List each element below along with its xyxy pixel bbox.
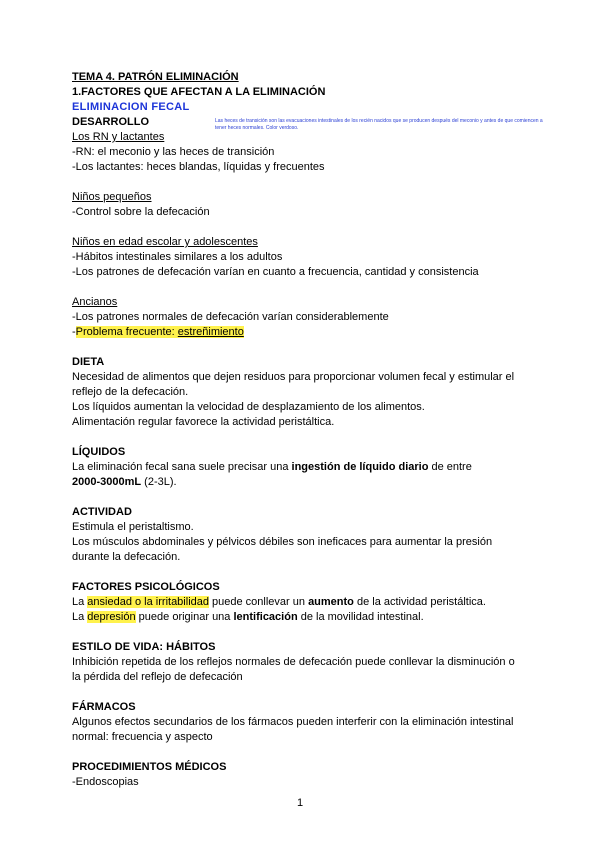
psico-line — [72, 595, 532, 610]
problem-line — [72, 325, 532, 340]
liquidos-text: de entre — [428, 461, 472, 473]
psico-text: de la movilidad intestinal. — [297, 611, 424, 623]
side-note: Las heces de transición son las evacuaciones intestinales de los recién nacidos que se producen después del meconio y antes de que comiencen a tener heces normales. Color verdoso. — [215, 118, 543, 131]
group-line: -Los patrones normales de defecación varían considerablemente — [72, 311, 389, 323]
estilo-heading: ESTILO DE VIDA: HÁBITOS — [72, 641, 216, 653]
farmacos-heading: FÁRMACOS — [72, 701, 136, 713]
psico-highlight: ansiedad o la irritabilidad — [87, 596, 209, 608]
document-subtitle: 1.FACTORES QUE AFECTAN A LA ELIMINACIÓN — [72, 86, 326, 98]
problem-text: Problema frecuente: — [75, 326, 178, 338]
psico-heading: FACTORES PSICOLÓGICOS — [72, 581, 220, 593]
psico-text: puede conllevar un — [208, 596, 309, 608]
dieta-line: Alimentación regular favorece la actividad peristáltica. — [72, 416, 335, 428]
farmacos-line: normal: frecuencia y aspecto — [72, 731, 213, 743]
dieta-heading: DIETA — [72, 356, 105, 368]
group-line: -Hábitos intestinales similares a los adultos — [72, 251, 283, 263]
problem-keyword: estreñimiento — [177, 326, 244, 338]
problem-highlight — [76, 326, 244, 338]
psico-bold: aumento — [308, 596, 354, 608]
group-heading: Niños en edad escolar y adolescentes — [72, 236, 258, 248]
group-line: -Los patrones de defecación varían en cuanto a frecuencia, cantidad y consistencia — [72, 266, 479, 278]
dieta-line: reflejo de la defecación. — [72, 386, 189, 398]
document-body — [72, 70, 532, 790]
liquidos-text: (2-3L). — [141, 476, 177, 488]
liquidos-line — [72, 460, 532, 475]
estilo-line: Inhibición repetida de los reflejos normales de defecación puede conllevar la disminución o — [72, 656, 515, 668]
liquidos-amount: 2000-3000mL — [72, 476, 142, 488]
liquidos-bold: ingestión de líquido diario — [291, 461, 429, 473]
farmacos-line: Algunos efectos secundarios de los fármacos pueden interferir con la eliminación intestinal — [72, 716, 514, 728]
group-line: -RN: el meconio y las heces de transición — [72, 146, 275, 158]
actividad-line: durante la defecación. — [72, 551, 181, 563]
psico-text: puede originar una — [135, 611, 234, 623]
psico-text: La — [72, 596, 88, 608]
psico-bold: lentificación — [233, 611, 298, 623]
page-number: 1 — [296, 797, 304, 809]
group-heading: Ancianos — [72, 296, 118, 308]
actividad-line: Los músculos abdominales y pélvicos débiles son ineficaces para aumentar la presión — [72, 536, 493, 548]
liquidos-heading: LÍQUIDOS — [72, 446, 126, 458]
procedimientos-heading: PROCEDIMIENTOS MÉDICOS — [72, 761, 227, 773]
group-heading: Niños pequeños — [72, 191, 152, 203]
procedimientos-line: -Endoscopias — [72, 776, 139, 788]
estilo-line: la pérdida del reflejo de defecación — [72, 671, 243, 683]
section-title: ELIMINACION FECAL — [72, 101, 190, 113]
liquidos-text: La eliminación fecal sana suele precisar una — [72, 461, 292, 473]
liquidos-line — [72, 475, 532, 490]
psico-text: de la actividad peristáltica. — [353, 596, 486, 608]
group-heading: Los RN y lactantes — [72, 131, 165, 143]
dieta-line: Los líquidos aumentan la velocidad de desplazamiento de los alimentos. — [72, 401, 425, 413]
actividad-heading: ACTIVIDAD — [72, 506, 132, 518]
problem-prefix: - — [72, 326, 76, 338]
dieta-line: Necesidad de alimentos que dejen residuos para proporcionar volumen fecal y estimular el — [72, 371, 515, 383]
group-line: -Los lactantes: heces blandas, líquidas y frecuentes — [72, 161, 325, 173]
document-title: TEMA 4. PATRÓN ELIMINACIÓN — [72, 71, 239, 83]
group-line: -Control sobre la defecación — [72, 206, 210, 218]
desarrollo-heading: DESARROLLO — [72, 116, 149, 128]
actividad-line: Estimula el peristaltismo. — [72, 521, 194, 533]
psico-line — [72, 610, 532, 625]
psico-highlight: depresión — [87, 611, 136, 623]
psico-text: La — [72, 611, 88, 623]
